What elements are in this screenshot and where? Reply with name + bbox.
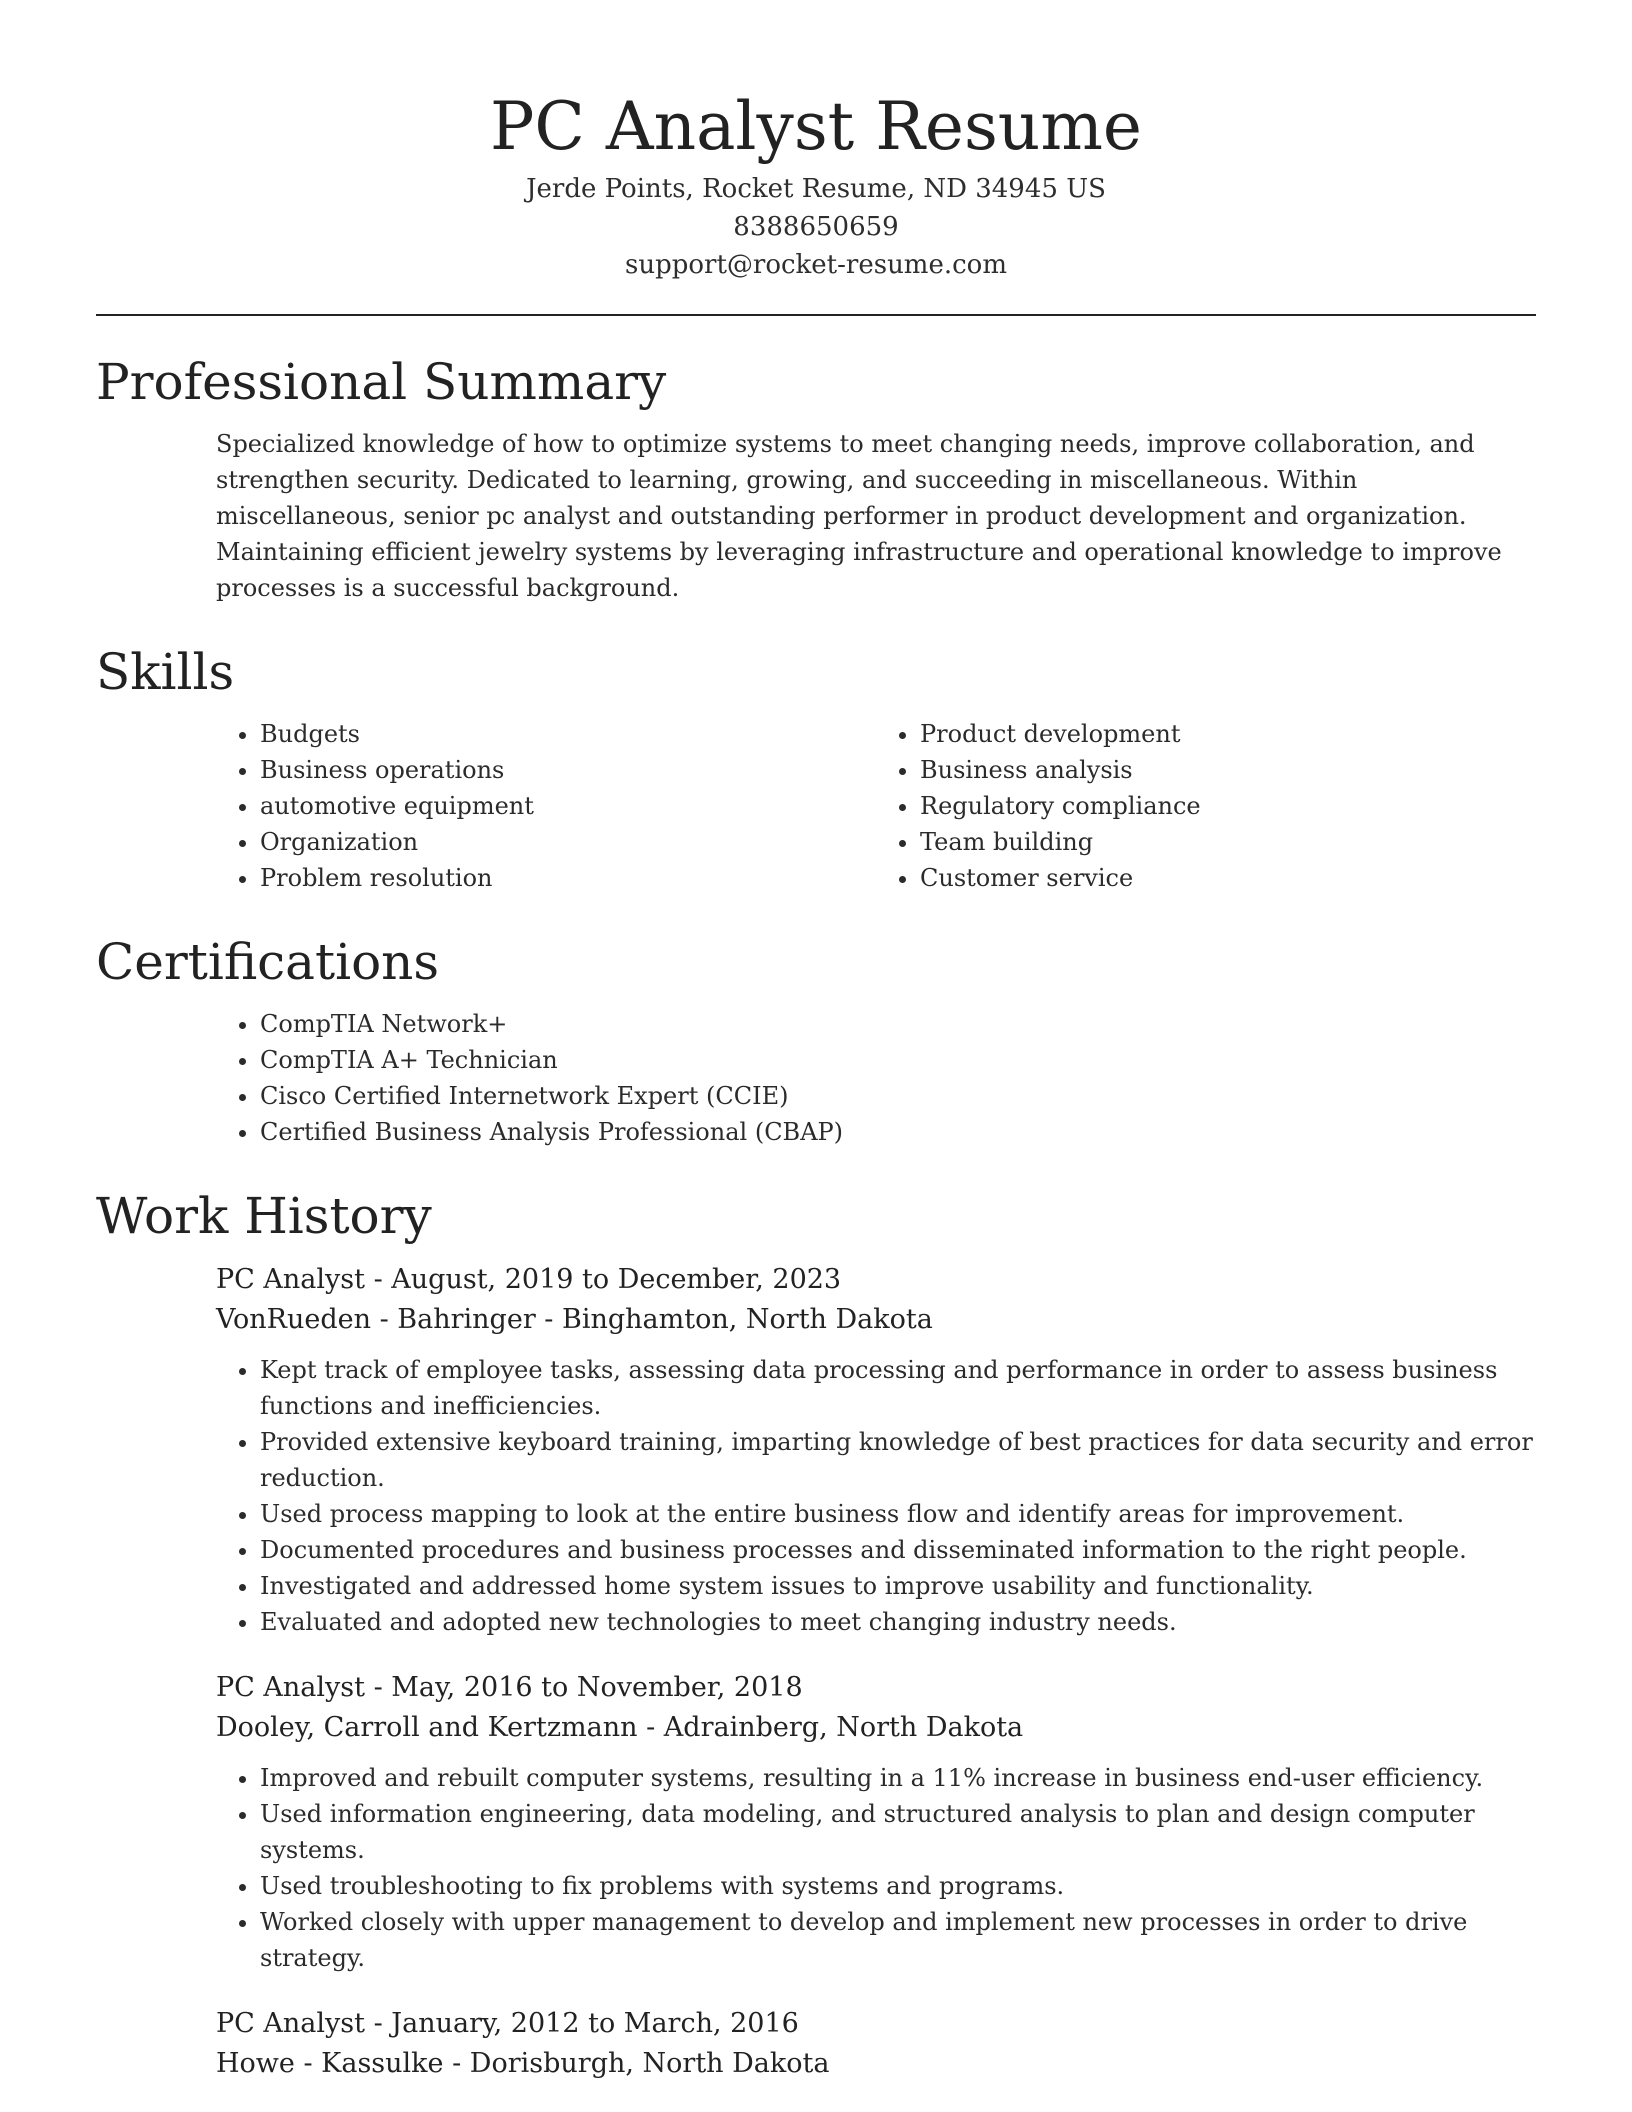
certifications-heading: Certifications [96,933,440,991]
job-duty: • Improved and rebuilt computer systems, resulting in a 11% increase in business end-user efficiency. [260,1760,1536,1796]
certification-item: • Cisco Certified Internetwork Expert (CCIE) [260,1078,1536,1114]
resume-page [96,0,1536,2096]
job-duty: • Evaluated and adopted new technologies to meet changing industry needs. [260,1604,1536,1640]
certifications-section [96,932,1536,1150]
job-entry [216,2004,1536,2084]
skill-item: • Business analysis [920,752,1536,788]
skill-item: • automotive equipment [260,788,876,824]
job-title: PC Analyst - May, 2016 to November, 2018 [216,1672,803,1703]
job-title: PC Analyst - August, 2019 to December, 2023 [216,1264,842,1295]
job-company: Howe - Kassulke - Dorisburgh, North Dakota [216,2048,830,2079]
skill-item: • Team building [920,824,1536,860]
skills-list-right [876,716,1536,896]
skill-item: • Business operations [260,752,876,788]
job-entry [216,1668,1536,1976]
skill-item: • Problem resolution [260,860,876,896]
work-history-section [96,1186,1536,2084]
skill-item: • Regulatory compliance [920,788,1536,824]
job-duty: • Used troubleshooting to fix problems with systems and programs. [260,1868,1536,1904]
summary-section [96,352,1536,606]
skill-item: • Customer service [920,860,1536,896]
header-divider [96,314,1536,316]
skills-list-left [216,716,876,896]
certifications-list [216,1006,1536,1150]
skill-item: • Product development [920,716,1536,752]
phone: 8388650659 [733,212,899,242]
certification-item: • CompTIA Network+ [260,1006,1536,1042]
resume-header [96,0,1536,284]
skill-item: • Budgets [260,716,876,752]
job-duty: • Kept track of employee tasks, assessing data processing and performance in order to assess business functions and inefficiencies. [260,1352,1536,1424]
job-company: VonRueden - Bahringer - Binghamton, North Dakota [216,1304,933,1335]
skills-section [96,642,1536,896]
job-duty: • Provided extensive keyboard training, imparting knowledge of best practices for data security and error reduction. [260,1424,1536,1496]
email: support@rocket-resume.com [624,250,1007,280]
skills-heading: Skills [96,643,235,701]
job-duty: • Documented procedures and business processes and disseminated information to the right people. [260,1532,1536,1568]
certification-item: • CompTIA A+ Technician [260,1042,1536,1078]
address: Jerde Points, Rocket Resume, ND 34945 US [526,174,1106,204]
summary-text: Specialized knowledge of how to optimize systems to meet changing needs, improve collaboration, and strengthen security. Dedicated to learning, growing, and succeeding in miscellaneous. Within miscellaneous, senior pc analyst and outstanding performer in product development and organization. Maintaining efficient jewelry systems by leveraging infrastructure and operational knowledge to improve processes is a successful background. [216,430,1502,602]
work-history-heading: Work History [96,1187,432,1245]
job-company: Dooley, Carroll and Kertzmann - Adrainberg, North Dakota [216,1712,1024,1743]
job-duty: • Investigated and addressed home system issues to improve usability and functionality. [260,1568,1536,1604]
resume-title: PC Analyst Resume [490,88,1142,165]
skills-grid [96,716,1536,896]
job-entry [216,1260,1536,1640]
summary-heading: Professional Summary [96,353,667,411]
job-duty: • Used process mapping to look at the entire business flow and identify areas for improvement. [260,1496,1536,1532]
job-title: PC Analyst - January, 2012 to March, 2016 [216,2008,799,2039]
job-duties [216,1352,1536,1640]
job-duty: • Used information engineering, data modeling, and structured analysis to plan and design computer systems. [260,1796,1536,1868]
skill-item: • Organization [260,824,876,860]
certification-item: • Certified Business Analysis Professional (CBAP) [260,1114,1536,1150]
job-duties [216,1760,1536,1976]
job-duty: • Worked closely with upper management to develop and implement new processes in order to drive strategy. [260,1904,1536,1976]
